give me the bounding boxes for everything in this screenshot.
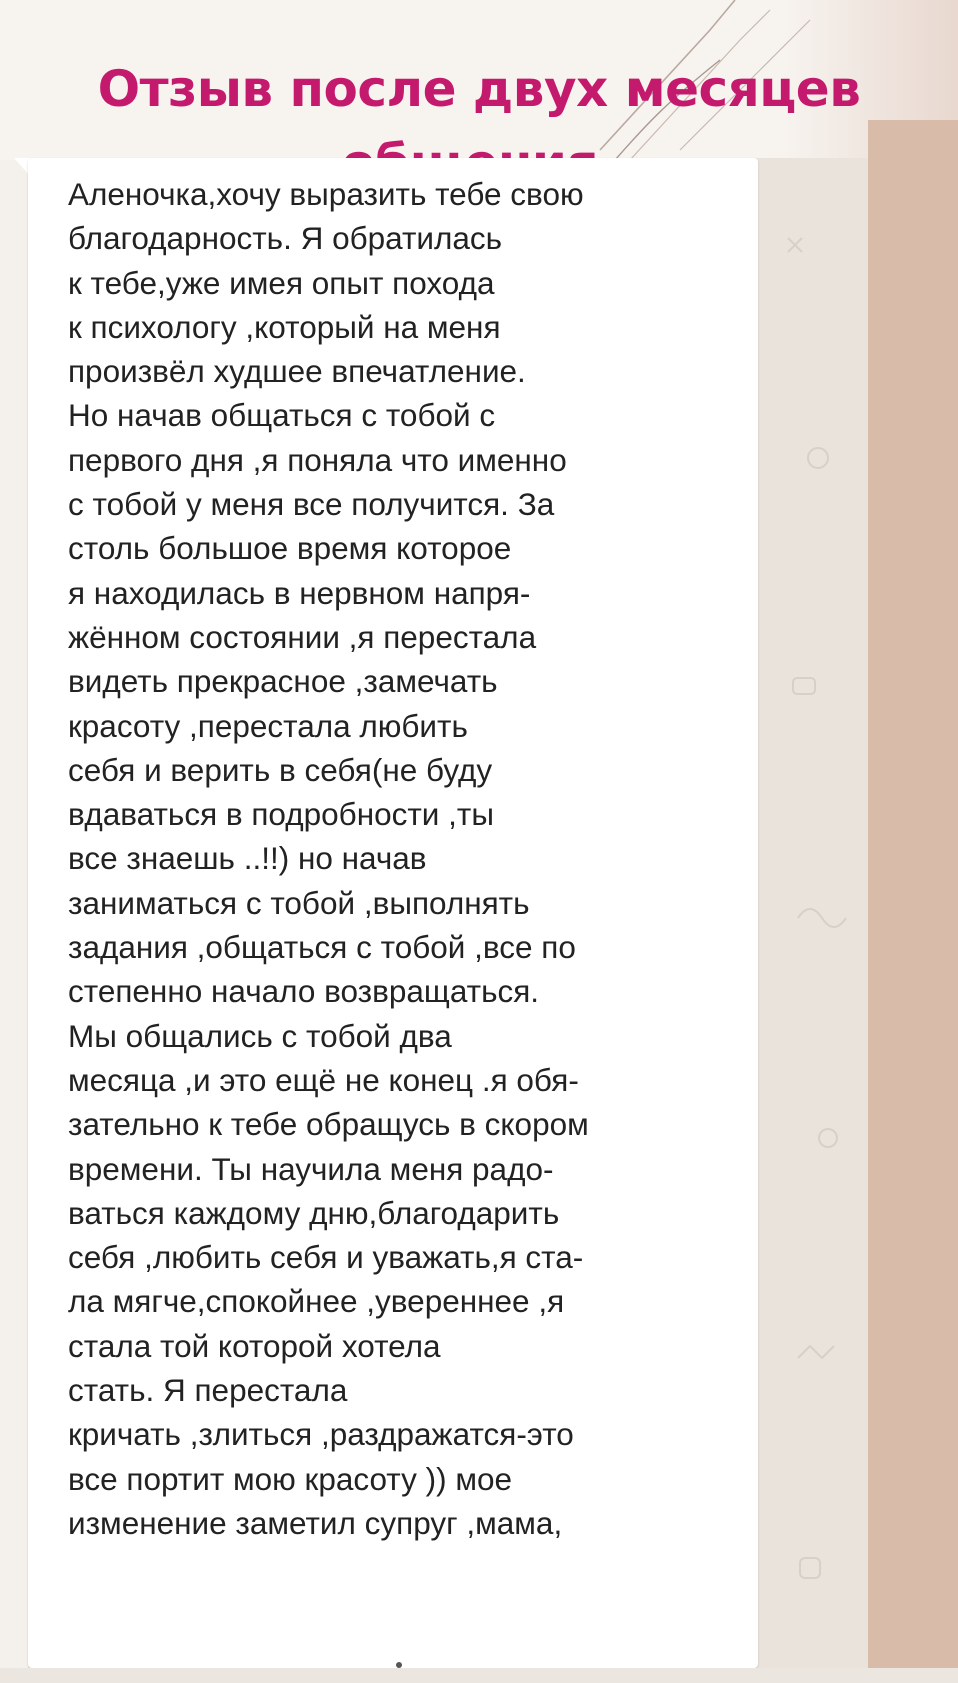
message-line: задания ,общаться с тобой ,все по (68, 929, 576, 966)
message-line: с тобой у меня все получится. За (68, 486, 555, 523)
message-line: изменение заметил супруг ,мама, (68, 1504, 563, 1541)
title-line-1: Отзыв после двух месяцев (97, 59, 861, 118)
message-line: заниматься с тобой ,выполнять (68, 884, 530, 921)
message-line: все портит мою красоту )) мое (68, 1460, 513, 1497)
message-line: времени. Ты научила меня радо- (68, 1150, 554, 1187)
message-line: первого дня ,я поняла что именно (68, 441, 567, 478)
message-line: стать. Я перестала (68, 1372, 348, 1409)
message-line: произвёл худшее впечатление. (68, 353, 526, 390)
message-line: Мы общались с тобой два (68, 1017, 452, 1054)
message-line: степенно начало возвращаться. (68, 973, 540, 1010)
message-line: себя ,любить себя и уважать,я ста- (68, 1239, 584, 1276)
message-line: стала той которой хотела (68, 1327, 441, 1364)
message-line: вдаваться в подробности ,ты (68, 796, 494, 833)
message-line: себя и верить в себя(не буду (68, 751, 493, 788)
message-line: к тебе,уже имея опыт похода (68, 264, 495, 301)
message-line: я находилась в нервном напря- (68, 574, 531, 611)
message-text (68, 172, 758, 1545)
message-line: ваться каждому дню,благодарить (68, 1194, 560, 1231)
message-line: зательно к тебе обращусь в скором (68, 1106, 589, 1143)
message-line: ла мягче,спокойнее ,увереннее ,я (68, 1283, 565, 1320)
message-line: столь большое время которое (68, 530, 512, 567)
message-line: красоту ,перестала любить (68, 707, 468, 744)
message-line: видеть прекрасное ,замечать (68, 663, 498, 700)
message-line: жённом состоянии ,я перестала (68, 618, 537, 655)
message-line: кричать ,злиться ,раздражатся-это (68, 1416, 574, 1453)
message-line: все знаешь ..!!) но начав (68, 840, 427, 877)
message-line: к психологу ,который на меня (68, 308, 501, 345)
message-line: Но начав общаться с тобой с (68, 397, 496, 434)
message-line: благодарность. Я обратилась (68, 220, 503, 257)
bottom-background (0, 1668, 958, 1683)
right-accent-strip (868, 120, 958, 1683)
message-line: Аленочка,хочу выразить тебе свою (68, 176, 584, 212)
message-line: месяца ,и это ещё не конец .я обя- (68, 1061, 579, 1098)
